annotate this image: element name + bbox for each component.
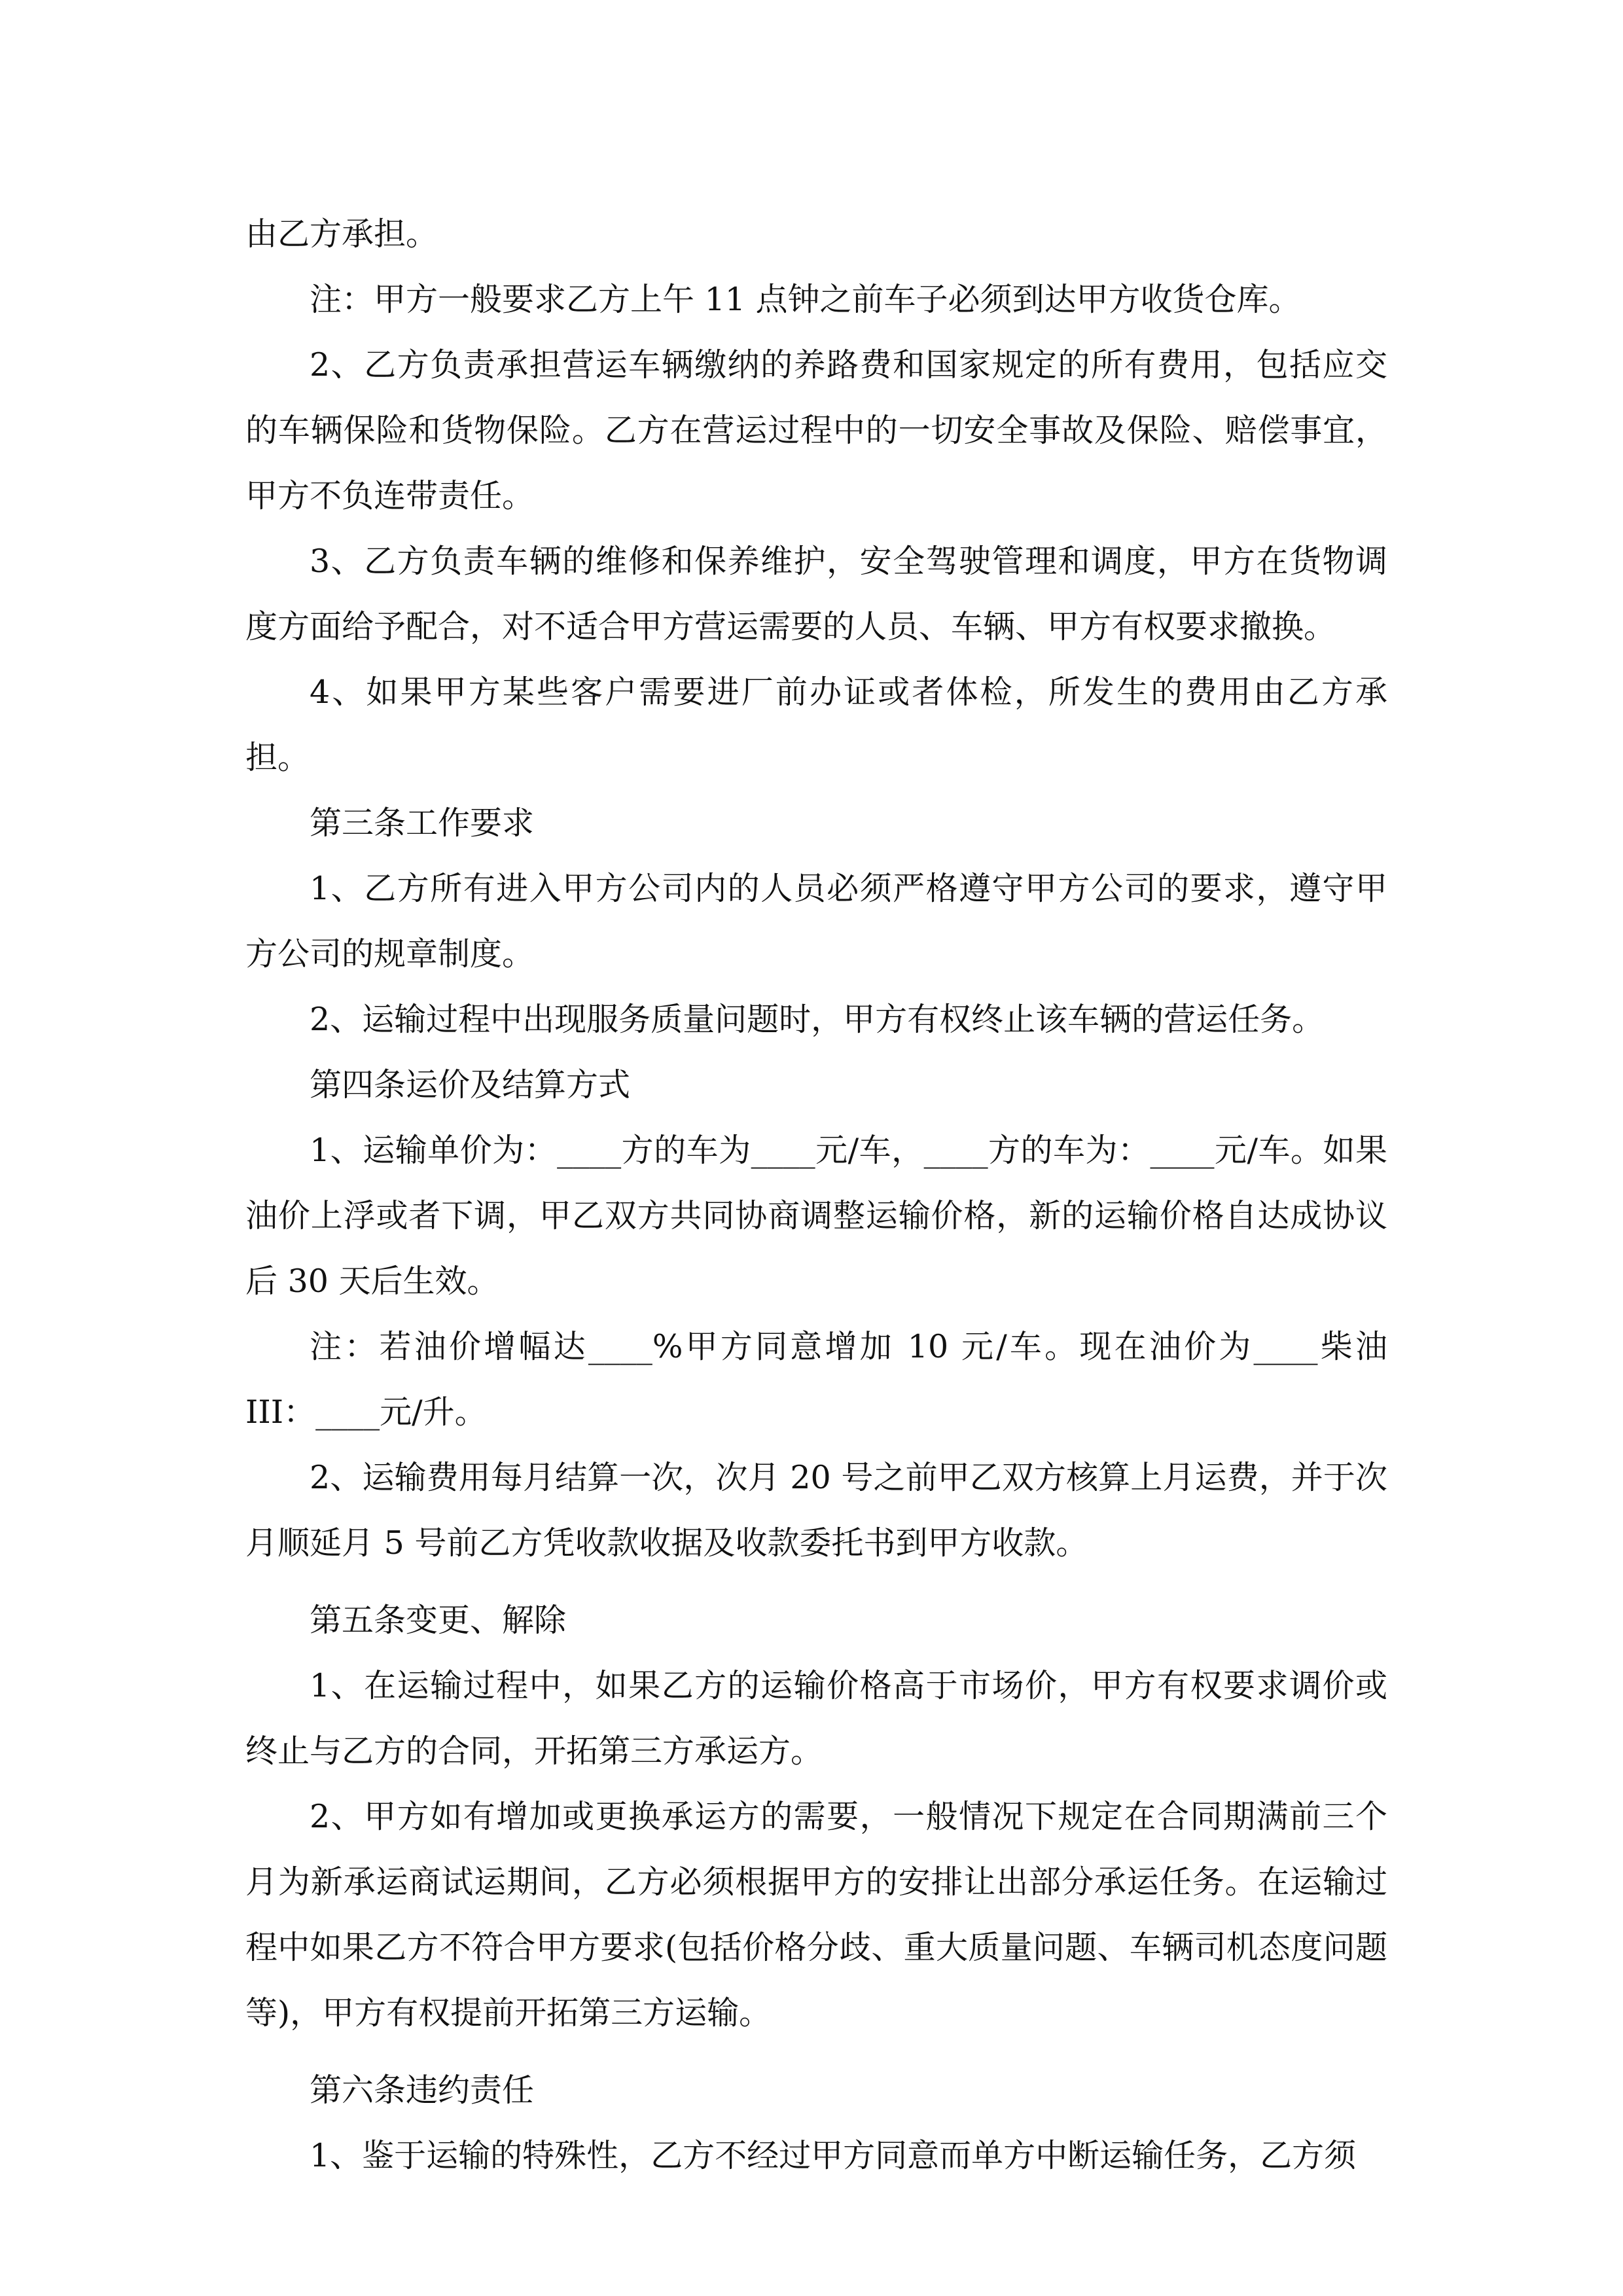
article-3-clause-1: 1、乙方所有进入甲方公司内的人员必须严格遵守甲方公司的要求，遵守甲方公司的规章制度。 [245,870,1387,973]
article-5-clause-2: 2、甲方如有增加或更换承运方的需要，一般情况下规定在合同期满前三个月为新承运商试运期间，乙方必须根据甲方的安排让出部分承运任务。在运输过程中如果乙方不符合甲方要求(包括价格分歧、重大质量问题、车辆司机态度问题等)，甲方有权提前开拓第三方运输。 [245,1798,1387,2032]
article-5-heading: 第五条变更、解除 [310,1602,567,1639]
article-4-heading: 第四条运价及结算方式 [310,1066,631,1103]
article-4-clause-2: 2、运输费用每月结算一次，次月 20 号之前甲乙双方核算上月运费，并于次月顺延月 5 号前乙方凭收款收据及收款委托书到甲方收款。 [245,1459,1387,1562]
paragraph-gap [245,2046,1387,2058]
clause-2-fees: 2、乙方负责承担营运车辆缴纳的养路费和国家规定的所有费用，包括应交的车辆保险和货物保险。乙方在营运过程中的一切安全事故及保险、赔偿事宜，甲方不负连带责任。 [245,346,1387,514]
article-6-clause-1: 1、鉴于运输的特殊性，乙方不经过甲方同意而单方中断运输任务，乙方须 [310,2137,1357,2174]
article-6-heading: 第六条违约责任 [310,2072,535,2109]
article-5-clause-1: 1、在运输过程中，如果乙方的运输价格高于市场价，甲方有权要求调价或终止与乙方的合同，开拓第三方承运方。 [245,1667,1387,1770]
article-3-heading: 第三条工作要求 [310,804,535,842]
article-4-note-oil: 注：若油价增幅达____%甲方同意增加 10 元/车。现在油价为____柴油 III：____元/升。 [245,1328,1387,1431]
document-body [245,202,1387,2189]
clause-4-certification: 4、如果甲方某些客户需要进厂前办证或者体检，所发生的费用由乙方承担。 [245,673,1387,776]
paragraph-continuation: 由乙方承担。 [245,215,438,253]
note-delivery-time: 注：甲方一般要求乙方上午 11 点钟之前车子必须到达甲方收货仓库。 [310,281,1301,318]
article-4-clause-1: 1、运输单价为：____方的车为____元/车，____方的车为：____元/车。如果油价上浮或者下调，甲乙双方共同协商调整运输价格，新的运输价格自达成协议后 30 天后生效。 [245,1132,1387,1300]
paragraph-gap [245,1576,1387,1588]
article-3-clause-2: 2、运输过程中出现服务质量问题时，甲方有权终止该车辆的营运任务。 [310,1001,1325,1038]
clause-3-maintenance: 3、乙方负责车辆的维修和保养维护，安全驾驶管理和调度，甲方在货物调度方面给予配合，对不适合甲方营运需要的人员、车辆、甲方有权要求撤换。 [245,543,1387,645]
